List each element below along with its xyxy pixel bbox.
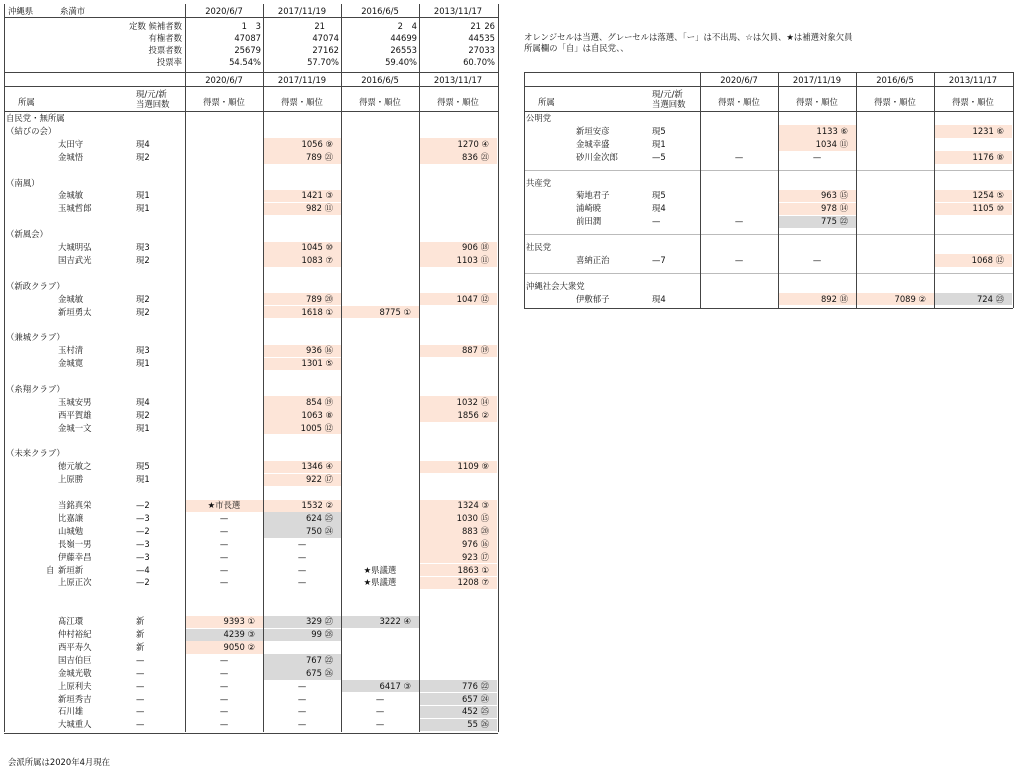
candidate-name: 金城寛 bbox=[58, 358, 84, 369]
score-header: 得票・順位 bbox=[437, 97, 479, 107]
stat-value: 44699 bbox=[390, 33, 417, 43]
status-value: 新 bbox=[136, 629, 145, 639]
status-value: —2 bbox=[136, 577, 150, 588]
result-value: 1532 ② bbox=[301, 500, 333, 510]
status-value: 現4 bbox=[652, 203, 666, 214]
candidate-name: 山城勉 bbox=[58, 525, 84, 536]
party-header: 所属 bbox=[538, 97, 555, 107]
result-value: 789 ㉑ bbox=[305, 151, 333, 162]
status-value: —5 bbox=[652, 151, 666, 162]
status-value: 現2 bbox=[136, 409, 150, 420]
status-value: 現4 bbox=[652, 293, 666, 304]
stat-label: 有権者数 bbox=[148, 33, 182, 43]
candidate-name: 喜納正治 bbox=[576, 254, 610, 265]
stat-value: 54.54% bbox=[229, 57, 261, 67]
candidate-name: 金城一文 bbox=[58, 422, 92, 433]
score-header: 得票・順位 bbox=[718, 97, 760, 107]
score-header: 得票・順位 bbox=[359, 97, 401, 107]
footer-note: 会派所属は2020年4月現在 bbox=[8, 757, 111, 767]
status-value: — bbox=[652, 216, 661, 227]
status-value: —4 bbox=[136, 564, 150, 575]
result-value: — bbox=[219, 538, 229, 549]
result-value: 55 ㉖ bbox=[467, 719, 489, 730]
status-value: — bbox=[136, 667, 145, 678]
candidate-name: 国吉伯巨 bbox=[58, 654, 92, 665]
result-value: — bbox=[219, 525, 229, 536]
rule-line bbox=[524, 111, 1013, 112]
result-value: 1618 ① bbox=[301, 306, 333, 317]
status-value: —7 bbox=[652, 254, 666, 265]
result-value: ★市長選 bbox=[207, 500, 241, 510]
date-header: 2016/6/5 bbox=[361, 6, 399, 16]
result-value: 99 ㉘ bbox=[311, 629, 333, 639]
party-group: （南風） bbox=[6, 177, 40, 188]
date-header: 2020/6/7 bbox=[205, 6, 243, 16]
result-value: 982 ⑪ bbox=[305, 203, 333, 214]
stat-value: 59.40% bbox=[385, 57, 417, 67]
candidate-name: 砂川金次郎 bbox=[576, 151, 618, 162]
seat-count: 21 bbox=[314, 21, 325, 31]
candidate-name: 玉城安男 bbox=[58, 396, 92, 407]
rule-line bbox=[4, 86, 498, 87]
result-value: — bbox=[219, 512, 229, 523]
date-header: 2013/11/17 bbox=[433, 6, 483, 16]
column-divider bbox=[524, 72, 525, 308]
result-value: 1421 ③ bbox=[301, 190, 333, 201]
score-header: 得票・順位 bbox=[281, 97, 323, 107]
result-value: 976 ⑯ bbox=[461, 538, 489, 549]
status-value: — bbox=[136, 680, 145, 691]
column-divider bbox=[1013, 72, 1014, 308]
legend-note: オレンジセルは当選、グレーセルは落選、「ー」は不出馬、☆は欠員、★は補選対象欠員 bbox=[524, 32, 853, 42]
party-group: 沖縄社会大衆党 bbox=[526, 280, 585, 291]
result-value: 657 ㉔ bbox=[461, 693, 489, 704]
rule-line bbox=[524, 234, 1013, 235]
candidate-name: 金城敏 bbox=[58, 190, 84, 201]
result-value: — bbox=[297, 706, 307, 717]
result-value: — bbox=[734, 151, 744, 162]
stat-value: 47074 bbox=[312, 33, 339, 43]
party-group: 自民党・無所属 bbox=[6, 113, 65, 123]
result-value: 887 ⑲ bbox=[461, 345, 489, 356]
status-value: —3 bbox=[136, 512, 150, 523]
result-value: — bbox=[297, 577, 307, 588]
status-value: 新 bbox=[136, 641, 145, 652]
stat-label: 投票率 bbox=[156, 57, 182, 67]
candidate-name: 金城幸盛 bbox=[576, 138, 610, 149]
party-group: （糸翔クラブ） bbox=[6, 383, 65, 394]
result-value: — bbox=[219, 719, 229, 730]
party-prefix: 自 bbox=[46, 564, 55, 575]
candidate-name: 徳元敏之 bbox=[58, 461, 92, 472]
result-value: — bbox=[375, 719, 385, 730]
status-value: 現1 bbox=[136, 190, 150, 201]
result-value: ★県議選 bbox=[363, 564, 397, 575]
rule-line bbox=[524, 86, 1013, 87]
date-header: 2013/11/17 bbox=[433, 75, 483, 85]
prefecture-label: 沖縄県 bbox=[8, 6, 34, 16]
result-value: 1176 ⑧ bbox=[972, 151, 1004, 162]
result-value: 750 ㉔ bbox=[305, 525, 333, 536]
result-value: 329 ㉗ bbox=[305, 616, 333, 627]
date-header: 2017/11/19 bbox=[277, 6, 327, 16]
rule-line bbox=[4, 733, 498, 734]
result-value: 7089 ② bbox=[894, 293, 926, 304]
result-value: 1056 ⑨ bbox=[301, 138, 333, 149]
legend-note: 所属欄の「自」は自民党、、 bbox=[524, 43, 629, 53]
rule-line bbox=[4, 111, 498, 112]
date-header: 2020/6/7 bbox=[720, 75, 758, 85]
candidate-name: 太田守 bbox=[58, 138, 84, 149]
result-value: 1133 ⑥ bbox=[816, 125, 848, 136]
status-value: 新 bbox=[136, 616, 145, 627]
candidate-name: 金城悟 bbox=[58, 151, 84, 162]
status-value: 現1 bbox=[652, 138, 666, 149]
stat-label: 定数 候補者数 bbox=[129, 21, 182, 31]
result-value: 1346 ④ bbox=[301, 461, 333, 472]
candidate-name: 新垣秀吉 bbox=[58, 693, 92, 704]
status-value: — bbox=[136, 654, 145, 665]
status-value: 現5 bbox=[652, 190, 666, 201]
candidate-count: 4 bbox=[411, 21, 417, 31]
date-header: 2016/6/5 bbox=[876, 75, 914, 85]
status-value: 現3 bbox=[136, 242, 150, 252]
status-value: —3 bbox=[136, 551, 150, 562]
result-value: — bbox=[219, 551, 229, 562]
result-value: — bbox=[219, 706, 229, 717]
result-value: — bbox=[297, 538, 307, 549]
status-value: 現2 bbox=[136, 254, 150, 265]
column-divider bbox=[498, 4, 499, 732]
result-value: 1231 ⑥ bbox=[972, 125, 1004, 136]
result-value: — bbox=[219, 564, 229, 575]
result-value: — bbox=[219, 693, 229, 704]
result-value: 1105 ⑩ bbox=[972, 203, 1004, 214]
result-value: 624 ㉕ bbox=[305, 512, 333, 523]
candidate-name: 新垣新 bbox=[58, 564, 84, 575]
result-value: 836 ㉑ bbox=[461, 151, 489, 162]
candidate-name: 国吉武光 bbox=[58, 254, 92, 265]
stat-value: 57.70% bbox=[307, 57, 339, 67]
result-value: — bbox=[297, 693, 307, 704]
score-header: 得票・順位 bbox=[952, 97, 994, 107]
status-value: 現2 bbox=[136, 306, 150, 317]
status-value: —2 bbox=[136, 525, 150, 536]
result-value: 1324 ③ bbox=[457, 500, 489, 510]
candidate-name: 大城重人 bbox=[58, 719, 92, 730]
stat-value: 44535 bbox=[468, 33, 495, 43]
column-divider bbox=[778, 72, 779, 308]
result-value: 767 ㉒ bbox=[305, 654, 333, 665]
result-value: 675 ㉖ bbox=[305, 667, 333, 678]
party-group: 共産党 bbox=[526, 177, 552, 188]
rule-line bbox=[524, 170, 1013, 171]
column-divider bbox=[341, 4, 342, 732]
result-value: 452 ㉕ bbox=[461, 706, 489, 717]
result-value: 789 ⑳ bbox=[305, 293, 333, 304]
candidate-name: 上原勝 bbox=[58, 474, 84, 485]
result-value: 1083 ⑦ bbox=[301, 254, 333, 265]
result-value: 776 ㉒ bbox=[461, 680, 489, 691]
result-value: — bbox=[219, 654, 229, 665]
column-divider bbox=[185, 4, 186, 732]
candidate-name: 大城明弘 bbox=[58, 242, 92, 252]
candidate-name: 浦崎暁 bbox=[576, 203, 602, 214]
result-value: — bbox=[375, 706, 385, 717]
result-value: 9393 ① bbox=[223, 616, 255, 627]
result-value: — bbox=[297, 551, 307, 562]
score-header: 得票・順位 bbox=[874, 97, 916, 107]
result-value: 9050 ② bbox=[223, 641, 255, 652]
status-value: 現5 bbox=[652, 125, 666, 136]
result-value: — bbox=[219, 577, 229, 588]
candidate-name: 上原正次 bbox=[58, 577, 92, 588]
candidate-count: 26 bbox=[484, 21, 495, 31]
rule-line bbox=[524, 273, 1013, 274]
result-value: 1032 ⑭ bbox=[456, 396, 489, 407]
result-value: 1109 ⑨ bbox=[457, 461, 489, 472]
status-value: 現1 bbox=[136, 474, 150, 485]
result-value: 892 ⑱ bbox=[820, 293, 848, 304]
column-divider bbox=[4, 4, 5, 732]
rule-line bbox=[524, 308, 1013, 309]
result-value: 4239 ③ bbox=[223, 629, 255, 639]
result-value: 1254 ⑤ bbox=[972, 190, 1004, 201]
candidate-name: 長嶺一男 bbox=[58, 538, 92, 549]
candidate-name: 金城光敬 bbox=[58, 667, 92, 678]
result-value: 1005 ⑫ bbox=[300, 422, 333, 433]
rule-line bbox=[4, 72, 498, 73]
seat-count: 2 bbox=[397, 21, 403, 31]
result-value: 854 ⑲ bbox=[305, 396, 333, 407]
result-value: 1045 ⑩ bbox=[301, 242, 333, 252]
party-group: 公明党 bbox=[526, 113, 552, 123]
candidate-name: 新垣勇太 bbox=[58, 306, 92, 317]
column-divider bbox=[419, 4, 420, 732]
result-value: — bbox=[297, 680, 307, 691]
result-value: 923 ⑰ bbox=[461, 551, 489, 562]
status-value: 現1 bbox=[136, 422, 150, 433]
date-header: 2013/11/17 bbox=[948, 75, 998, 85]
candidate-name: 石川雄 bbox=[58, 706, 84, 717]
party-group: （新政クラブ） bbox=[6, 280, 65, 291]
result-value: — bbox=[297, 564, 307, 575]
status-header: 現/元/新 当選回数 bbox=[136, 89, 170, 109]
result-value: 3222 ④ bbox=[379, 616, 411, 627]
status-value: 現4 bbox=[136, 138, 150, 149]
candidate-name: 仲村裕紀 bbox=[58, 629, 92, 639]
date-header: 2016/6/5 bbox=[361, 75, 399, 85]
stat-value: 47087 bbox=[234, 33, 261, 43]
candidate-name: 玉城哲郎 bbox=[58, 203, 92, 214]
result-value: 963 ⑮ bbox=[820, 190, 848, 201]
status-header: 現/元/新 当選回数 bbox=[652, 89, 686, 109]
result-value: 936 ⑯ bbox=[305, 345, 333, 356]
result-value: 1856 ② bbox=[457, 409, 489, 420]
result-value: 6417 ③ bbox=[379, 680, 411, 691]
result-value: — bbox=[219, 680, 229, 691]
result-value: — bbox=[812, 151, 822, 162]
date-header: 2020/6/7 bbox=[205, 75, 243, 85]
party-header: 所属 bbox=[18, 97, 35, 107]
result-value: 1068 ⑫ bbox=[971, 254, 1004, 265]
column-divider bbox=[856, 72, 857, 308]
seat-count: 1 bbox=[241, 21, 247, 31]
status-value: —2 bbox=[136, 500, 150, 510]
result-value: 978 ⑭ bbox=[820, 203, 848, 214]
result-value: 906 ⑱ bbox=[461, 242, 489, 252]
candidate-name: 当銘真栄 bbox=[58, 500, 92, 510]
status-value: 現1 bbox=[136, 358, 150, 369]
score-header: 得票・順位 bbox=[203, 97, 245, 107]
stat-value: 26553 bbox=[390, 45, 417, 55]
result-value: 1063 ⑧ bbox=[301, 409, 333, 420]
candidate-name: 西平寿久 bbox=[58, 641, 92, 652]
stat-label: 投票者数 bbox=[148, 45, 182, 55]
result-value: ★県議選 bbox=[363, 577, 397, 588]
result-value: — bbox=[812, 254, 822, 265]
party-group: （結びの会） bbox=[6, 125, 57, 136]
candidate-name: 玉村清 bbox=[58, 345, 84, 356]
result-value: 1208 ⑦ bbox=[457, 577, 489, 588]
candidate-name: 伊敷郁子 bbox=[576, 293, 610, 304]
result-value: — bbox=[375, 693, 385, 704]
party-group: （兼城クラブ） bbox=[6, 332, 65, 343]
candidate-name: 金城敏 bbox=[58, 293, 84, 304]
candidate-name: 西平賀雄 bbox=[58, 409, 92, 420]
status-value: 現4 bbox=[136, 396, 150, 407]
result-value: — bbox=[219, 667, 229, 678]
candidate-name: 新垣安彦 bbox=[576, 125, 610, 136]
result-value: 724 ㉓ bbox=[976, 293, 1004, 304]
rule-line bbox=[4, 17, 498, 18]
city-label: 糸満市 bbox=[60, 6, 86, 16]
result-value: 1301 ⑤ bbox=[301, 358, 333, 369]
stat-value: 25679 bbox=[234, 45, 261, 55]
party-group: 社民党 bbox=[526, 242, 552, 252]
stat-value: 27162 bbox=[312, 45, 339, 55]
candidate-name: 髙江環 bbox=[58, 616, 84, 627]
status-value: — bbox=[136, 719, 145, 730]
result-value: 1034 ⑪ bbox=[815, 138, 848, 149]
result-value: 775 ㉒ bbox=[820, 216, 848, 227]
status-value: 現2 bbox=[136, 293, 150, 304]
status-value: 現5 bbox=[136, 461, 150, 472]
candidate-name: 前田潤 bbox=[576, 216, 602, 227]
seat-count: 21 bbox=[470, 21, 481, 31]
date-header: 2017/11/19 bbox=[277, 75, 327, 85]
rule-line bbox=[524, 72, 1013, 73]
result-value: 8775 ① bbox=[379, 306, 411, 317]
column-divider bbox=[700, 72, 701, 308]
candidate-name: 上原利夫 bbox=[58, 680, 92, 691]
result-value: 883 ⑳ bbox=[461, 525, 489, 536]
candidate-name: 比嘉譲 bbox=[58, 512, 84, 523]
result-value: — bbox=[297, 719, 307, 730]
candidate-name: 菊地君子 bbox=[576, 190, 610, 201]
result-value: 1103 ⑪ bbox=[456, 254, 489, 265]
party-group: （未来クラブ） bbox=[6, 448, 65, 459]
status-value: — bbox=[136, 706, 145, 717]
status-value: —3 bbox=[136, 538, 150, 549]
result-value: 1047 ⑫ bbox=[456, 293, 489, 304]
stat-value: 60.70% bbox=[463, 57, 495, 67]
result-value: 922 ⑰ bbox=[305, 474, 333, 485]
result-value: — bbox=[734, 254, 744, 265]
party-group: （新風会） bbox=[6, 229, 48, 240]
date-header: 2017/11/19 bbox=[792, 75, 842, 85]
result-value: 1863 ① bbox=[457, 564, 489, 575]
stat-value: 27033 bbox=[468, 45, 495, 55]
result-value: 1270 ④ bbox=[457, 138, 489, 149]
result-value: 1030 ⑮ bbox=[456, 512, 489, 523]
candidate-name: 伊藤幸昌 bbox=[58, 551, 92, 562]
status-value: 現2 bbox=[136, 151, 150, 162]
column-divider bbox=[934, 72, 935, 308]
score-header: 得票・順位 bbox=[796, 97, 838, 107]
status-value: 現1 bbox=[136, 203, 150, 214]
status-value: 現3 bbox=[136, 345, 150, 356]
result-value: — bbox=[734, 216, 744, 227]
column-divider bbox=[263, 4, 264, 732]
candidate-count: 3 bbox=[255, 21, 261, 31]
status-value: — bbox=[136, 693, 145, 704]
